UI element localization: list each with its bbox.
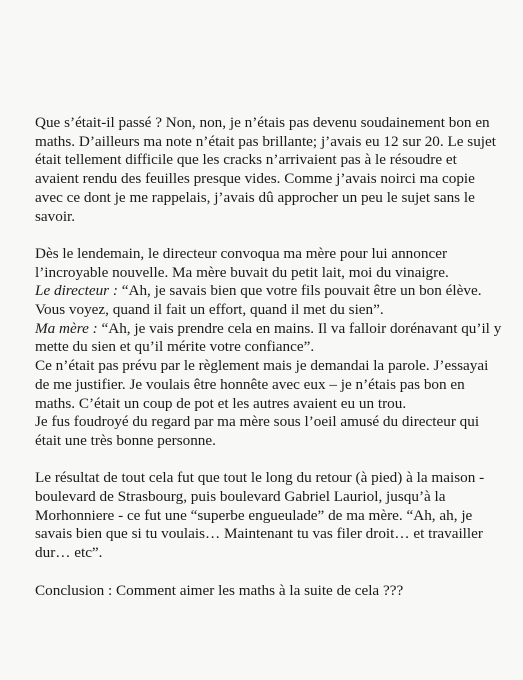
text-line: était une très bonne personne. (35, 431, 216, 449)
text-line: boulevard de Strasbourg, puis boulevard Gabriel Lauriol, jusqu’à la (35, 488, 446, 506)
text-line: savais bien que si tu voulais… Maintenant tu vas filer droit… et travailler (35, 525, 483, 543)
dialogue-line (35, 320, 505, 339)
text-line: de me justifier. Je voulais être honnête avec eux – je n’étais pas bon en (35, 375, 465, 393)
dialogue-text: “Ah, je savais bien que votre fils pouvait être un bon élève. (117, 282, 482, 300)
dialogue-line (35, 282, 505, 301)
text-line: Je fus foudroyé du regard par ma mère sous l’oeil amusé du directeur qui (35, 413, 480, 431)
text-line: avaient rendu des feuilles presque vides. Comme j’avais noirci ma copie (35, 170, 475, 188)
text-line: dur… etc”. (35, 544, 103, 562)
text-line: Le résultat de tout cela fut que tout le long du retour (à pied) à la maison - (35, 469, 485, 487)
speaker-label: Le directeur : (35, 282, 118, 300)
text-line: maths. C’était un coup de pot et les autres avaient eu un trou. (35, 394, 407, 412)
paragraph-3 (35, 469, 505, 563)
text-line: savoir. (35, 207, 76, 225)
paragraph-1 (35, 114, 505, 226)
dialogue-text: “Ah, je vais prendre cela en mains. Il va falloir dorénavant qu’il y (97, 319, 502, 337)
text-line: Vous voyez, quand il fait un effort, quand il met du sien”. (35, 301, 384, 319)
text-line: l’incroyable nouvelle. Ma mère buvait du petit lait, moi du vinaigre. (35, 263, 449, 281)
document-body (35, 114, 505, 619)
text-line: mette du sien et qu’il mérite votre confiance”. (35, 338, 315, 356)
text-line: Dès le lendemain, le directeur convoqua ma mère pour lui annoncer (35, 244, 448, 262)
paragraph-2 (35, 245, 505, 451)
text-line: Conclusion : Comment aimer les maths à la suite de cela ??? (35, 581, 404, 599)
text-line: Que s’était-il passé ? Non, non, je n’étais pas devenu soudainement bon en (35, 114, 490, 131)
text-line: Morhonniere - ce fut une “superbe engueulade” de ma mère. “Ah, ah, je (35, 506, 473, 524)
paragraph-conclusion (35, 582, 505, 601)
text-line: maths. D’ailleurs ma note n’était pas brillante; j’avais eu 12 sur 20. Le sujet (35, 132, 496, 150)
text-line: était tellement difficile que les cracks n’arrivaient pas à le résoudre et (35, 151, 457, 169)
speaker-label: Ma mère : (35, 319, 98, 337)
text-line: avec ce dont je me rappelais, j’avais dû approcher un peu le sujet sans le (35, 188, 475, 206)
text-line: Ce n’était pas prévu par le règlement mais je demandai la parole. J’essayai (35, 357, 489, 375)
